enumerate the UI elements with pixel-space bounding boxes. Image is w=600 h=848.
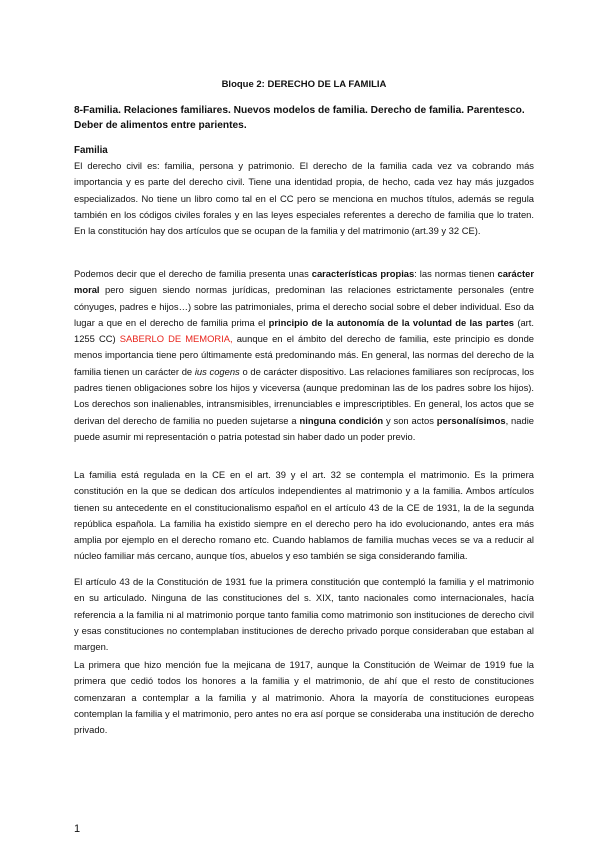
page-number: 1 [74,823,81,835]
highlight-memorize: SABERLO DE MEMORIA, [119,333,233,345]
paragraph-4: El artículo 43 de la Constitución de 1931 fue la primera constitución que contempló la familia y el matrimonio en su articulado. Ninguna de las constituciones del s. XIX, tanto nacionales como internacionales, hacía referencia a la familia ni al matrimonio porque tanto familia como matrimonio son instituciones de derecho civil y esas constituciones no contemplaban instituciones de derecho privado porque consideraban que estaban al margen. [74,576,534,653]
paragraph-5: La primera que hizo mención fue la mejicana de 1917, aunque la Constitución de Weimar de 1919 fue la primera que cedió todos los honores a la familia y el matrimonio, de ahí que el resto de constituciones comenzaran a contemplar a la familia y al matrimonio. Ahora la mayoría de constituciones europeas contemplan la familia y el matrimonio, pero antes no era así porque se consideraba una institución de derecho privado. [74,659,534,736]
topic-heading: 8-Familia. Relaciones familiares. Nuevos modelos de familia. Derecho de familia. Parentesco. Deber de alimentos entre parientes. [74,105,525,131]
section-label: Familia [74,145,108,156]
paragraph-2: Podemos decir que el derecho de familia presenta unas características propias: las normas tienen carácter moral pero siguen siendo normas jurídicas, predominan las relaciones estrictamente personales (entre cónyuges, padres e hijos…) sobre las patrimoniales, prima el derecho social sobre el deber individual. Eso da lugar a que en el derecho de familia prima el principio de la autonomía de la voluntad de las partes (art. 1255 CC) SABERLO DE MEMORIA, aunque en el ámbito del derecho de familia, este principio es donde menos importancia tiene pero últimamente está predominando más. En general, las normas del derecho de la familia tienen un carácter de ius cogens o de carácter dispositivo. Las relaciones familiares son recíprocas, los padres tienen obligaciones sobre los hijos y viceversa (aunque predominan las de los padres sobre los hijos). Los derechos son inalienables, intransmisibles, irrenunciables e imprescriptibles. En general, los actos que se derivan del derecho de familia no pueden sujetarse a ninguna condición y son actos personalísimos, nadie puede asumir mi representación o patria potestad sin haber dado un poder previo. [74,268,535,442]
paragraph-1: El derecho civil es: familia, persona y patrimonio. El derecho de la familia cada vez va cobrando más importancia y es parte del derecho civil. Tiene una identidad propia, de hecho, cada vez hay más juzgados especializados. No tiene un libro como tal en el CC pero se menciona en muchos títulos, además se regula también en los códigos civiles forales y en las leyes especiales referentes a derecho de familia que lo traten. En la constitución hay dos artículos que se ocupan de la familia y del matrimonio (art.39 y 32 CE). [74,160,534,237]
paragraph-3: La familia está regulada en la CE en el art. 39 y el art. 32 se contempla el matrimonio. Es la primera constitución en la que se dedican dos artículos independientes al matrimonio y a la familia. Ambos artículos tienen su antecedente en el constitucionalismo español en el artículo 43 de la CE de 1931, la de la segunda república española. La familia ha existido siempre en el derecho pero ha ido evolucionando, antes era más amplia por ejemplo en el derecho romano etc. Cuando hablamos de familia muchas veces se va a reducir al núcleo familiar más cercano, aunque tíos, abuelos y eso también se siga considerando familia. [74,469,534,562]
document-title: Bloque 2: DERECHO DE LA FAMILIA [221,79,387,90]
